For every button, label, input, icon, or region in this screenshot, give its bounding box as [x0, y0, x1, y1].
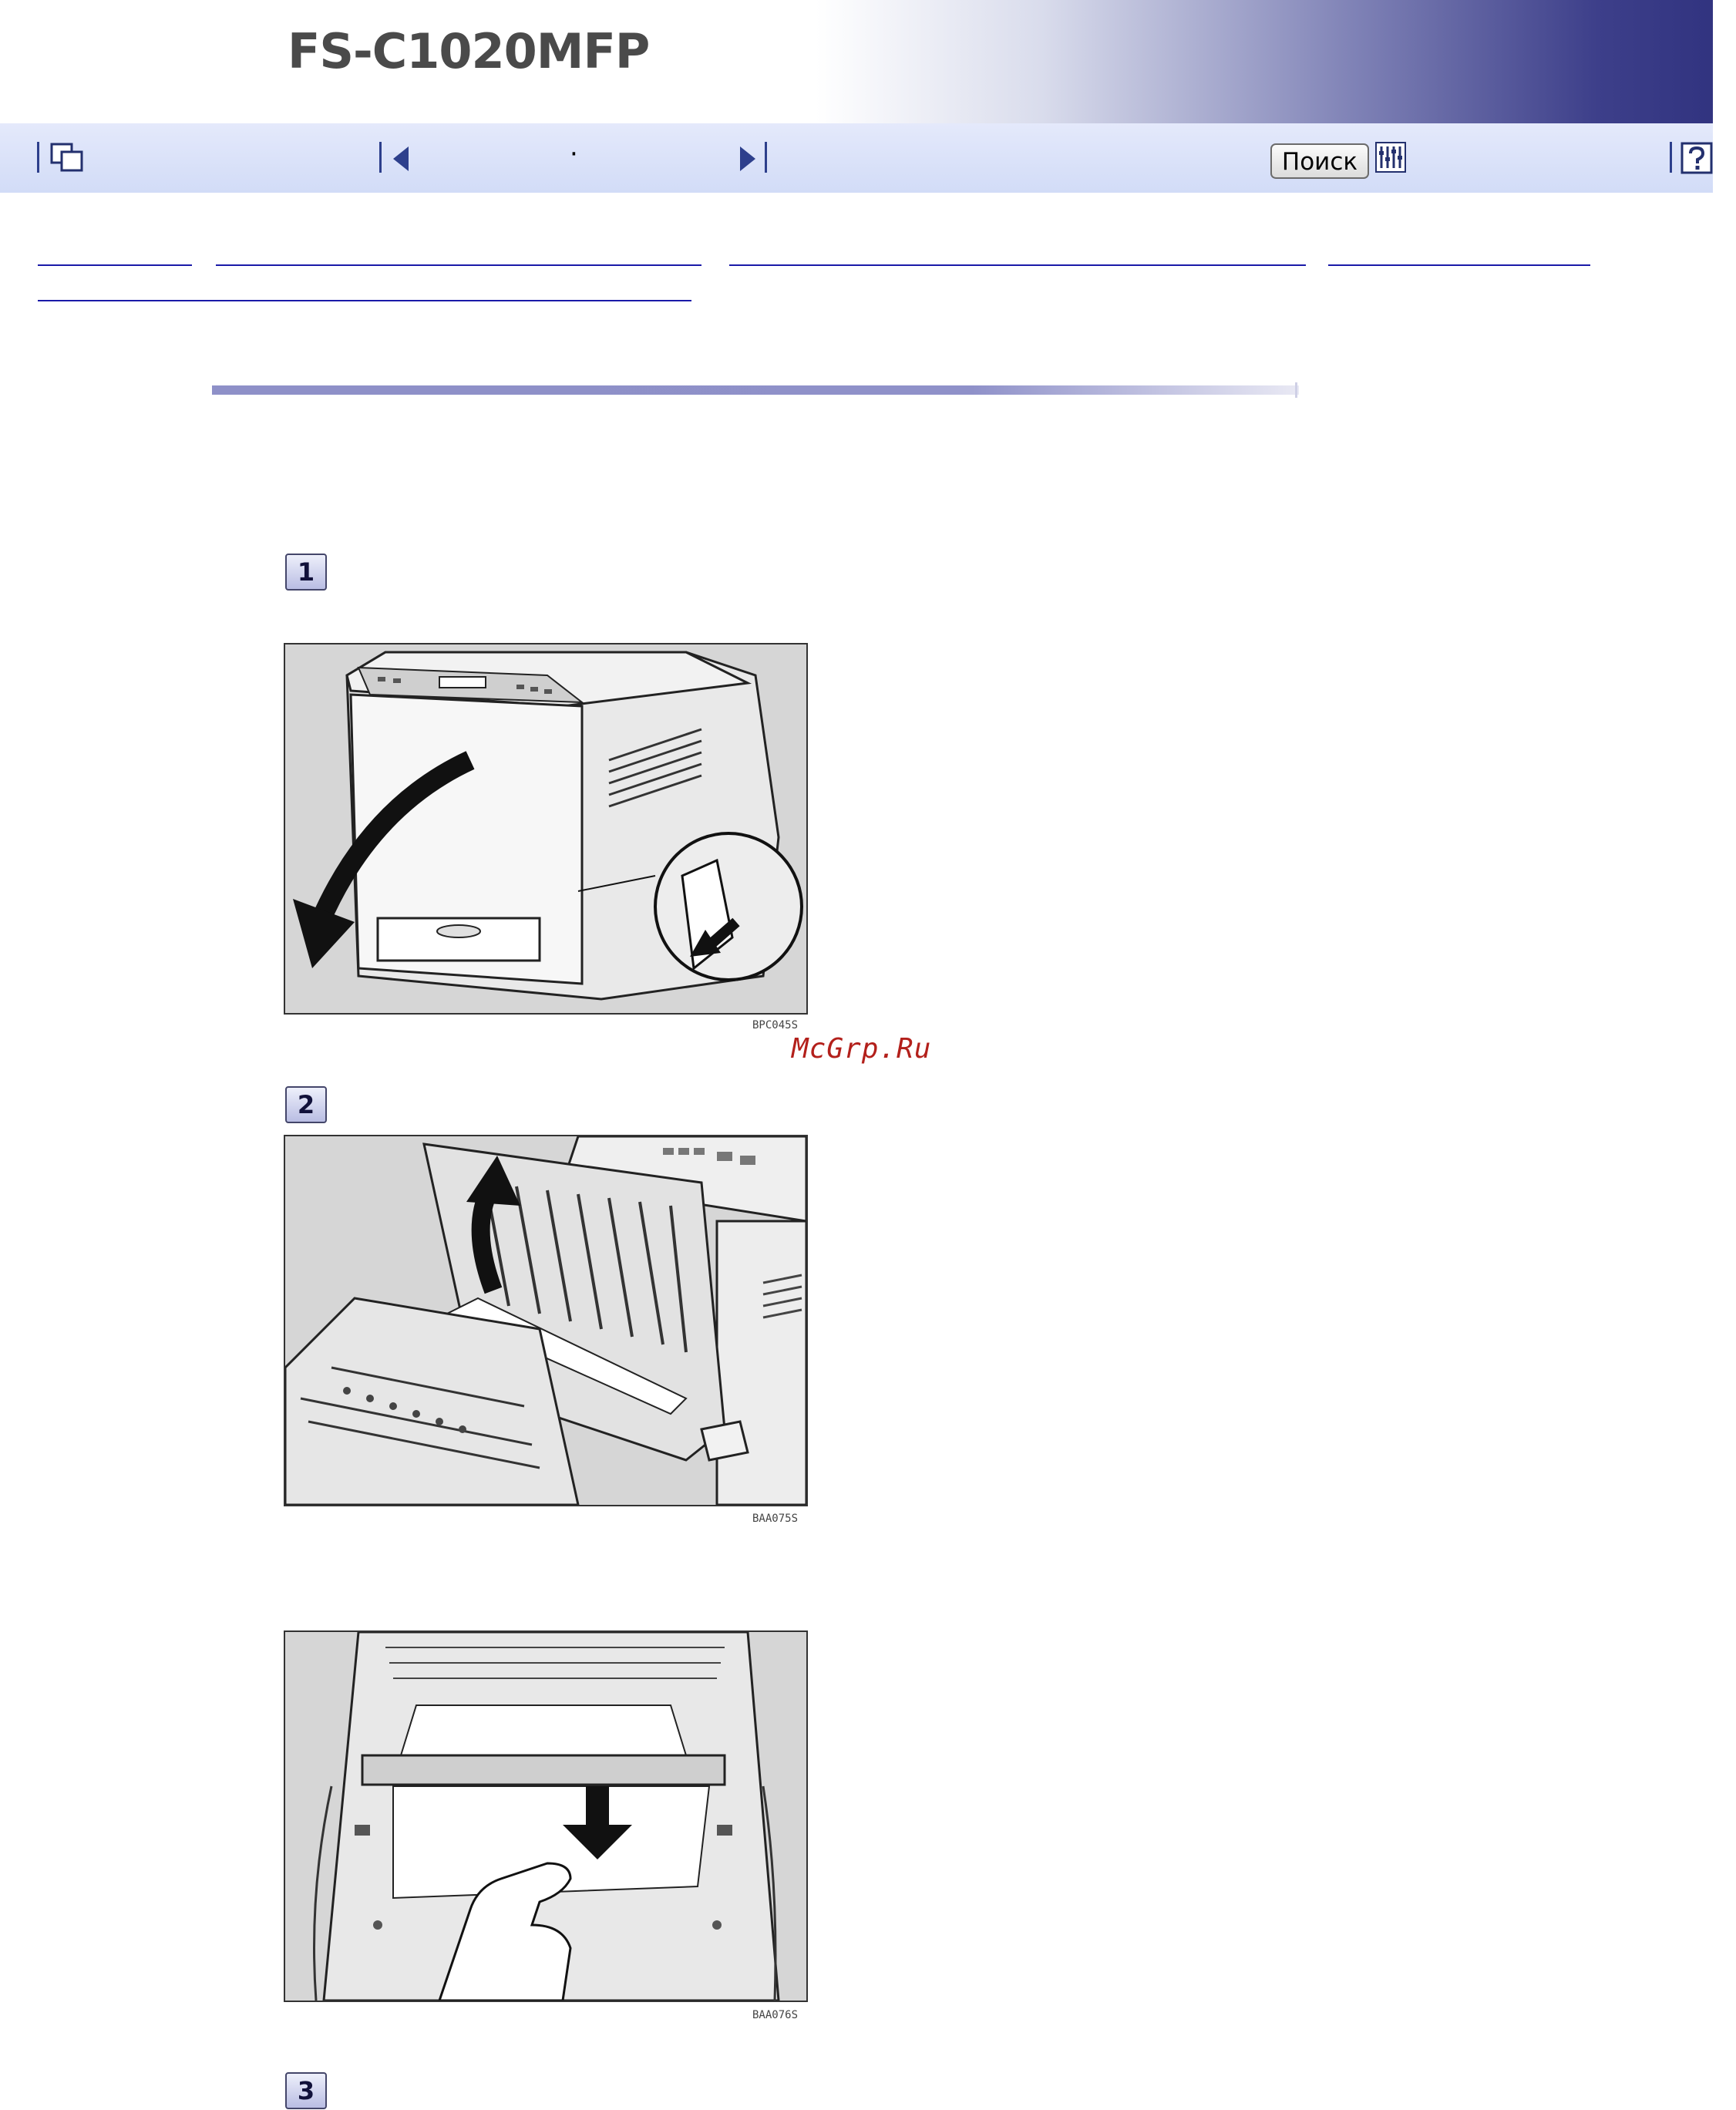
- figure-code-1: BPC045S: [752, 1019, 799, 1031]
- breadcrumb-link-1[interactable]: [38, 264, 192, 266]
- header-edge: [1713, 0, 1736, 123]
- step-badge-1: 1: [285, 554, 327, 591]
- breadcrumb-link-4[interactable]: [1328, 264, 1590, 266]
- product-title: FS-C1020MFP: [288, 23, 650, 79]
- title-rule: [212, 385, 1299, 395]
- search-button[interactable]: Поиск: [1270, 143, 1369, 179]
- toolbar-separator: [379, 142, 382, 173]
- toolbar-separator: [1670, 142, 1672, 173]
- title-rule-end: [1295, 382, 1297, 398]
- toolbar-dot: ·: [570, 139, 578, 170]
- figure-remove-jammed-paper: [284, 1630, 808, 2002]
- toolbar: [0, 123, 1713, 193]
- toolbar-separator: [37, 142, 39, 173]
- step-badge-3: 3: [285, 2072, 327, 2109]
- figure-lift-fusing-lever: [284, 1135, 808, 1506]
- breadcrumb-link-3[interactable]: [729, 264, 1306, 266]
- figure-code-3: BAA076S: [752, 2009, 799, 2021]
- breadcrumb-link-5[interactable]: [38, 300, 691, 301]
- fusing-unit-illustration: [285, 1136, 806, 1505]
- next-icon[interactable]: [737, 145, 760, 176]
- breadcrumb-link-2[interactable]: [216, 264, 701, 266]
- step-badge-2: 2: [285, 1086, 327, 1123]
- help-icon[interactable]: [1680, 142, 1713, 177]
- settings-icon[interactable]: [1375, 142, 1406, 176]
- jammed-paper-illustration: [285, 1632, 806, 2001]
- previous-icon[interactable]: [389, 145, 412, 176]
- header-banner: [0, 0, 1736, 123]
- printer-front-cover-illustration: [285, 644, 806, 1013]
- watermark: McGrp.Ru: [792, 1033, 932, 1065]
- toolbar-separator: [765, 142, 767, 173]
- figure-code-2: BAA075S: [752, 1513, 799, 1525]
- pages-icon[interactable]: [49, 142, 88, 179]
- figure-open-front-cover: [284, 643, 808, 1015]
